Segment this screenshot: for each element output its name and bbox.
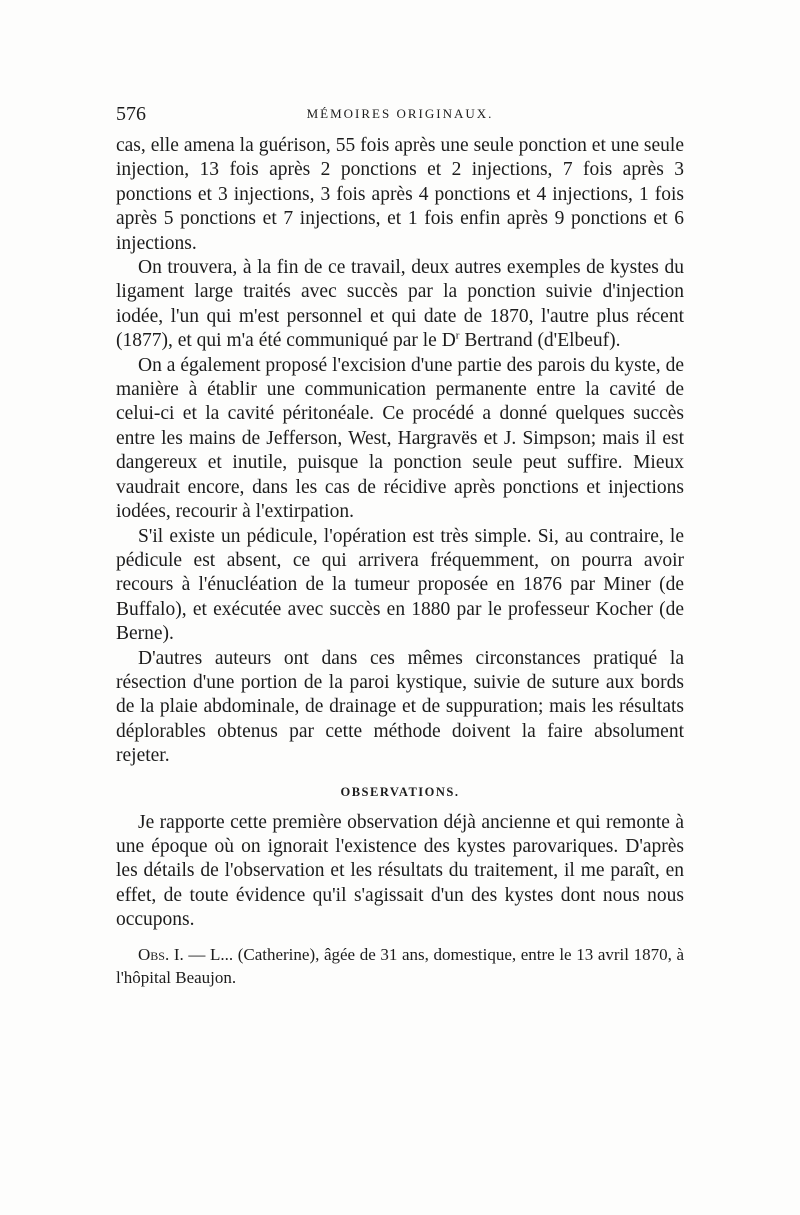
superscript-r: r: [455, 329, 460, 342]
observation-entry: [116, 943, 684, 989]
observation-text: — L... (Catherine), âgée de 31 ans, domestique, entre le 13 avril 1870, à l'hôpital Beaujon.: [116, 944, 684, 987]
paragraph-examples-end: Bertrand (d'Elbeuf).: [459, 330, 621, 352]
paragraph-excision: On a également proposé l'excision d'une partie des parois du kyste, de manière à établir une communication permanente entre la cavité de celui-ci et la cavité péritonéale. Ce procédé a donné quelques succès entre les mains de Jefferson, West, Hargravës et J. Simpson; mais il est dangereux et inutile, puisque la ponction seule peut suffire. Mieux vaudrait encore, dans les cas de récidive après ponctions et injections iodées, recourir à l'extirpation.: [116, 354, 684, 523]
paragraph-resection: D'autres auteurs ont dans ces mêmes circonstances pratiqué la résection d'une portion de la paroi kystique, suivie de suture aux bords de la plaie abdominale, de drainage et de suppuration; mais les résultats déplorables obtenus par cette méthode doivent la faire absolument rejeter.: [116, 647, 684, 767]
paragraph-continuation: cas, elle amena la guérison, 55 fois après une seule ponction et une seule injection, 13 fois après 2 ponctions et 2 injections, 7 fois après 3 ponctions et 3 injections, 3 fois après 4 ponctions et 4 injections, 1 fois après 5 ponctions et 7 injections, et 1 fois enfin après 9 ponctions et 6 injections.: [116, 135, 684, 254]
section-heading: OBSERVATIONS.: [340, 784, 460, 799]
body-text: [116, 134, 684, 989]
running-header: [116, 100, 684, 128]
paragraph-pedicle: S'il existe un pédicule, l'opération est très simple. Si, au contraire, le pédicule est absent, ce qui arrivera fréquemment, on pourra avoir recours à l'énucléation de la tumeur proposée en 1876 par Miner (de Buffalo), et exécutée avec succès en 1880 par le professeur Kocher (de Berne).: [116, 525, 684, 645]
paragraph-examples: [116, 256, 684, 354]
running-title: MÉMOIRES ORIGINAUX.: [306, 106, 494, 121]
page-number: 576: [116, 103, 146, 125]
observations-intro: Je rapporte cette première observation déjà ancienne et qui remonte à une époque où on ignorait l'existence des kystes parovariques. D'après les détails de l'observation et les résultats du traitement, il me paraît, en effet, de toute évidence qu'il s'agissait d'un des kystes dont nous nous occupons.: [116, 811, 684, 931]
paragraph-examples-text: On trouvera, à la fin de ce travail, deux autres exemples de kystes du ligament large traités avec succès par la ponction suivie d'injection iodée, l'un qui m'est personnel et qui date de 1870, l'autre plus récent (1877), et qui m'a été communiqué par le D: [116, 257, 684, 352]
observation-label: Obs. I.: [138, 944, 184, 964]
